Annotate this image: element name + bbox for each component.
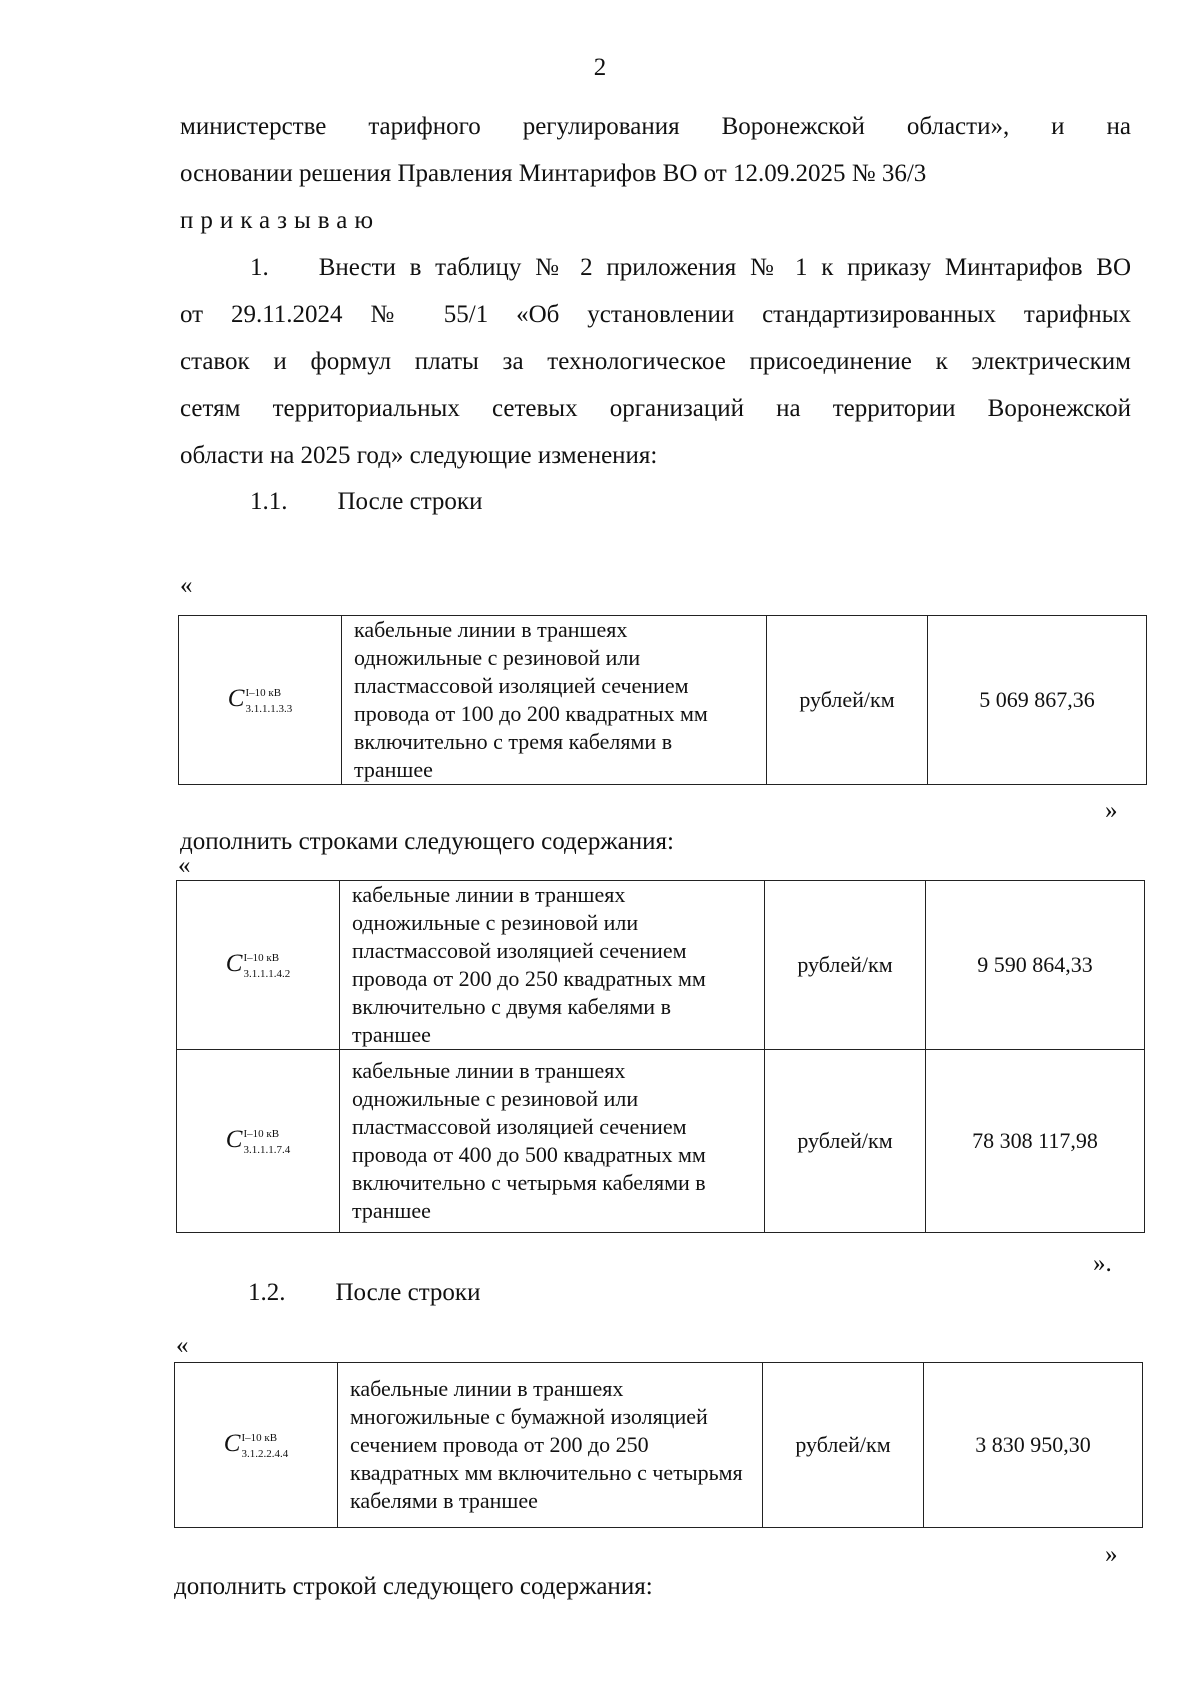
table-row bbox=[179, 616, 1147, 785]
table-1-open-quote: « bbox=[180, 572, 193, 599]
code-cell bbox=[177, 1050, 340, 1233]
table-row bbox=[177, 881, 1145, 1050]
value-cell: 78 308 117,98 bbox=[926, 1050, 1145, 1233]
rate-symbol: C I–10 кВ 3.1.2.2.4.4 bbox=[223, 1430, 289, 1460]
code-cell bbox=[175, 1363, 338, 1528]
page-number: 2 bbox=[593, 54, 607, 81]
description-cell: кабельные линии в траншеях многожильные с бумажной изоляцией сечением провода от 200 до 250 квадратных мм включительно с четырьмя кабелями в траншее bbox=[338, 1363, 763, 1528]
table-3-open-quote: « bbox=[176, 1332, 189, 1359]
rate-symbol: C I–10 кВ 3.1.1.1.7.4 bbox=[225, 1126, 291, 1156]
supplement-rows-text: дополнить строками следующего содержания: bbox=[180, 828, 674, 855]
code-cell bbox=[177, 881, 340, 1050]
table-2 bbox=[176, 880, 1145, 1233]
description-cell: кабельные линии в траншеях одножильные с резиновой или пластмассовой изоляцией сечением провода от 400 до 500 квадратных мм включительно с четырьмя кабелями в траншее bbox=[340, 1050, 765, 1233]
rate-symbol: C I–10 кВ 3.1.1.1.3.3 bbox=[227, 685, 293, 715]
table-1-close-quote: » bbox=[1105, 797, 1118, 824]
description-cell: кабельные линии в траншеях одножильные с резиновой или пластмассовой изоляцией сечением провода от 200 до 250 квадратных мм включительно с двумя кабелями в траншее bbox=[340, 881, 765, 1050]
body-text-line-7: сетям территориальных сетевых организаций на территории Воронежской bbox=[180, 395, 1131, 422]
body-text-line-8: области на 2025 год» следующие изменения: bbox=[180, 442, 658, 469]
order-word: приказываю bbox=[180, 207, 381, 234]
item-1-first-line: 1. Внести в таблицу № 2 приложения № 1 к приказу Минтарифов ВО bbox=[250, 254, 1131, 281]
value-cell: 9 590 864,33 bbox=[926, 881, 1145, 1050]
unit-cell: рублей/км bbox=[767, 616, 928, 785]
body-text-line-1: министерстве тарифного регулирования Воронежской области», и на bbox=[180, 113, 1131, 140]
body-text-line-6: ставок и формул платы за технологическое присоединение к электрическим bbox=[180, 348, 1131, 375]
value-cell: 3 830 950,30 bbox=[924, 1363, 1143, 1528]
subitem-1-1-heading: 1.1. После строки bbox=[250, 488, 483, 515]
unit-cell: рублей/км bbox=[765, 881, 926, 1050]
table-row bbox=[175, 1363, 1143, 1528]
table-2-close-quote: ». bbox=[1093, 1250, 1112, 1277]
subitem-1-2-heading: 1.2. После строки bbox=[248, 1279, 481, 1306]
rate-symbol: C I–10 кВ 3.1.1.1.4.2 bbox=[225, 950, 291, 980]
value-cell: 5 069 867,36 bbox=[928, 616, 1147, 785]
table-2-open-quote: « bbox=[178, 852, 191, 879]
unit-cell: рублей/км bbox=[763, 1363, 924, 1528]
description-cell: кабельные линии в траншеях одножильные с резиновой или пластмассовой изоляцией сечением провода от 100 до 200 квадратных мм включительно с тремя кабелями в траншее bbox=[342, 616, 767, 785]
table-3 bbox=[174, 1362, 1143, 1528]
table-row bbox=[177, 1050, 1145, 1233]
body-text-line-2: основании решения Правления Минтарифов ВО от 12.09.2025 № 36/3 bbox=[180, 160, 927, 187]
body-text-line-5: от 29.11.2024 № 55/1 «Об установлении стандартизированных тарифных bbox=[180, 301, 1131, 328]
code-cell bbox=[179, 616, 342, 785]
table-1 bbox=[178, 615, 1147, 785]
supplement-row-text: дополнить строкой следующего содержания: bbox=[174, 1573, 653, 1600]
table-3-close-quote: » bbox=[1105, 1541, 1118, 1568]
unit-cell: рублей/км bbox=[765, 1050, 926, 1233]
